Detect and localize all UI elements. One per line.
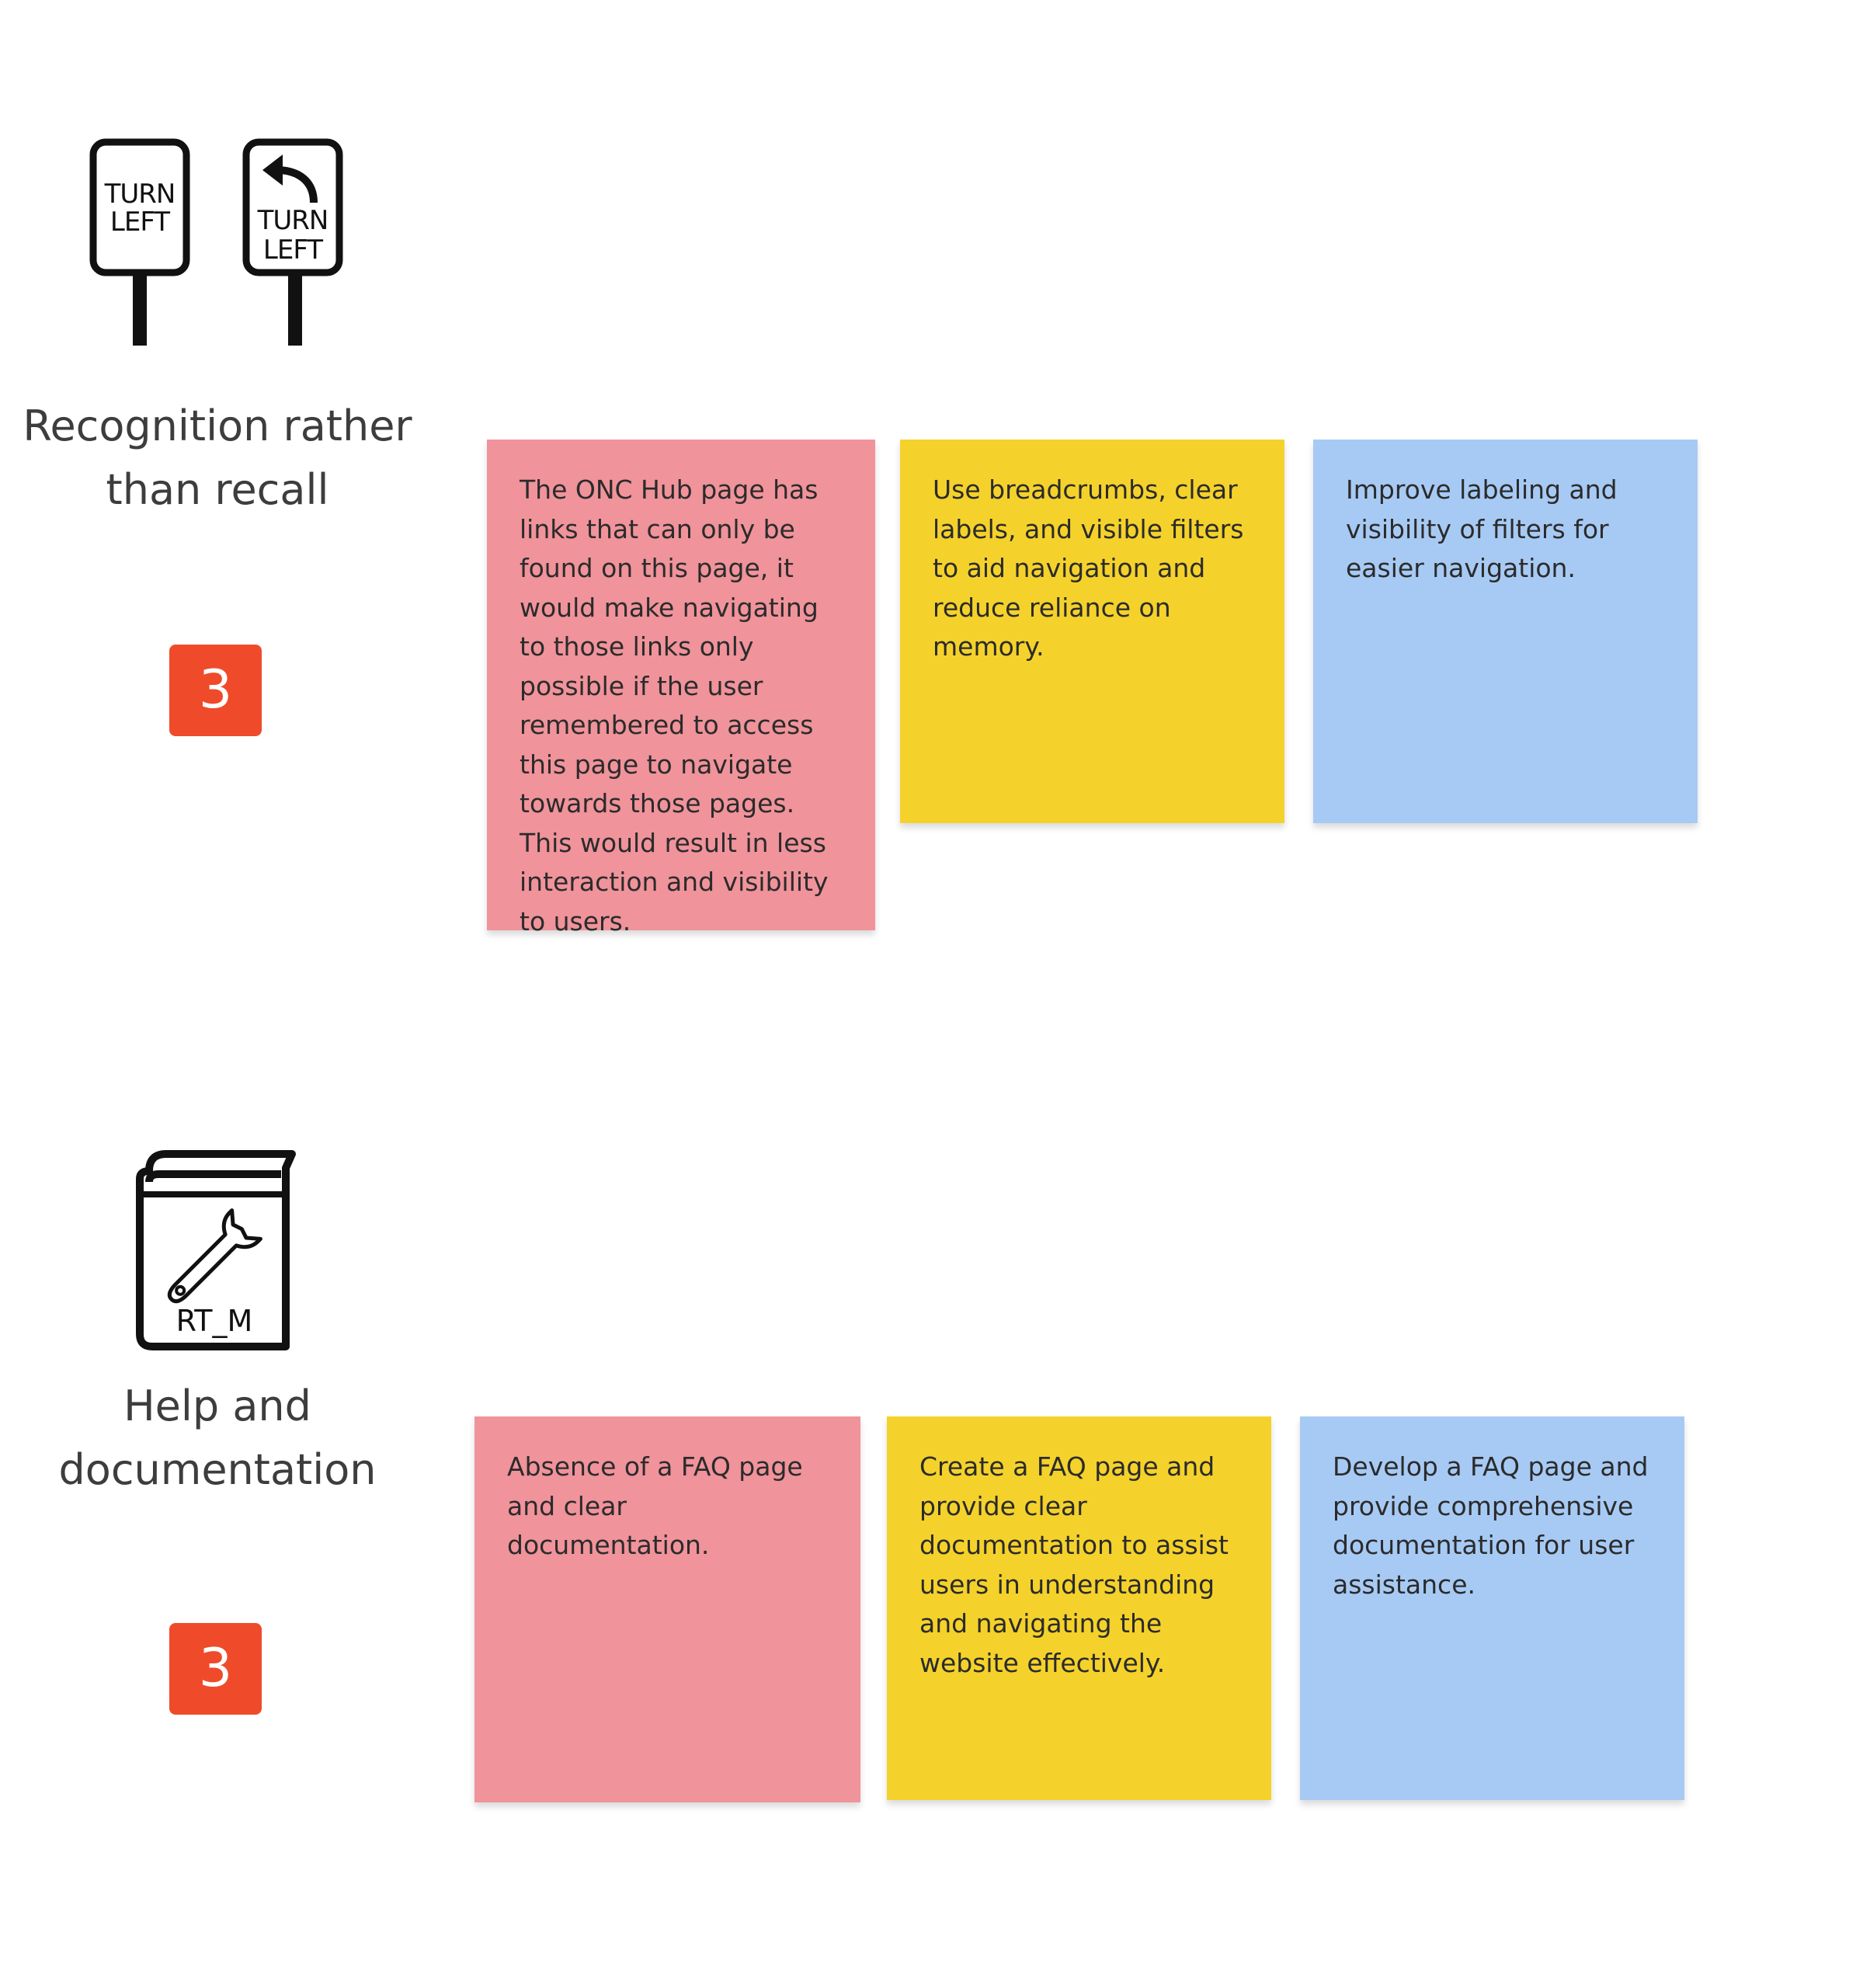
heuristic-title: Recognition rather than recall	[23, 401, 412, 514]
svg-text:TURN: TURN	[104, 179, 176, 210]
turn-left-signs-icon	[87, 136, 351, 353]
sticky-note-issue[interactable]: Absence of a FAQ page and clear documentation.	[474, 1416, 860, 1802]
heuristic-title: Help and documentation	[58, 1382, 377, 1494]
svg-text:TURN: TURN	[257, 205, 328, 236]
svg-text:LEFT: LEFT	[109, 207, 170, 238]
sticky-note-issue[interactable]: The ONC Hub page has links that can only be found on this page, it would make navigating to those links only possible if the user remembered to access this page to navigate towards those pages. This would result in less interaction and visibility to users.	[487, 440, 875, 930]
book-label: RT_M	[176, 1304, 253, 1338]
severity-badge: 3	[169, 1623, 262, 1715]
manual-book-wrench-icon	[134, 1148, 298, 1351]
sticky-note-solution[interactable]: Improve labeling and visibility of filters for easier navigation.	[1313, 440, 1698, 823]
svg-text:LEFT: LEFT	[262, 235, 323, 266]
sticky-note-recommendation[interactable]: Create a FAQ page and provide clear documentation to assist users in understanding and navigating the website effectively.	[887, 1416, 1271, 1800]
sticky-note-recommendation[interactable]: Use breadcrumbs, clear labels, and visible filters to aid navigation and reduce reliance on memory.	[900, 440, 1284, 823]
sticky-note-solution[interactable]: Develop a FAQ page and provide comprehensive documentation for user assistance.	[1300, 1416, 1684, 1800]
severity-badge: 3	[169, 645, 262, 736]
